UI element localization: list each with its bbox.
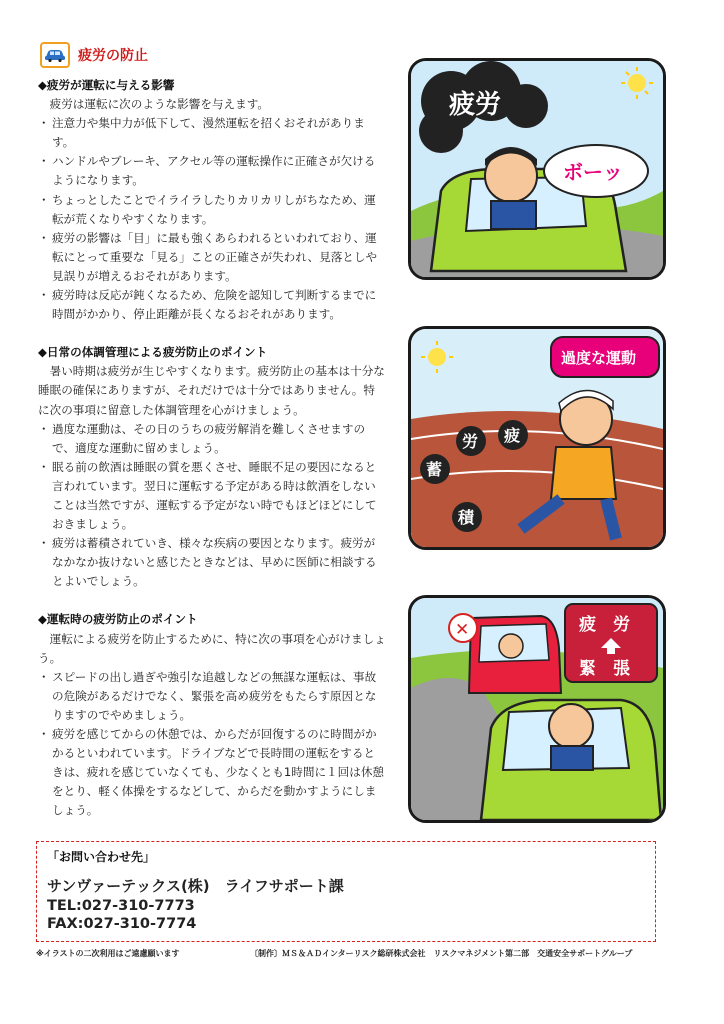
section-intro: 暑い時期は疲労が生じやすくなります。疲労防止の基本は十分な睡眠の確保にありますが、それだけでは十分ではありません。特に次の事項に留意した体調管理を心がけましょう。 (38, 364, 385, 417)
x-mark-text: ✕ (455, 620, 470, 640)
list-item: ・ 疲労時は反応が鈍くなるため、危険を認知して判断するまでに時間がかかり、停止距離が長くなるおそれがあります。 (38, 288, 377, 322)
section-intro: 疲労は運転に次のような影響を与えます。 (49, 97, 269, 112)
car-icon (40, 42, 70, 68)
footer-credit: 〔制作〕ＭＳ＆ＡＤインターリスク総研株式会社 リスクマネジメント第二部 交通安全サポートグループ (250, 949, 633, 958)
section-title: ◆疲労が運転に与える影響 (38, 78, 175, 92)
section-daily-care (38, 343, 386, 591)
list-item: ・ 疲労は蓄積されていき、様々な疾病の要因となります。疲労がなかなか抜けないと感じたときなどは、早めに医師に相談するとよいでしょう。 (38, 536, 377, 589)
list-item: ・ 注意力や集中力が低下して、漫然運転を招くおそれがあります。 (38, 116, 365, 150)
sign-line-1: 疲 労 (579, 615, 630, 635)
list-item: ・ ちょっとしたことでイライラしたりカリカリしがちなため、運転が荒くなりやすくなります。 (38, 192, 376, 226)
page-title: 疲労の防止 (78, 48, 148, 64)
contact-box (36, 841, 656, 942)
driver-figure (485, 147, 537, 229)
sign-line-2: 緊 張 (579, 659, 630, 679)
contact-fax: FAX:027-310-7774 (47, 916, 197, 932)
contact-company: サンヴァーテックス(株) ライフサポート課 (47, 877, 344, 895)
list-item: ・ ハンドルやブレーキ、アクセル等の運転操作に正確さが欠けるようになります。 (38, 154, 376, 188)
illustration-fatigue (408, 58, 666, 280)
list-item: ・ 疲労の影響は「目」に最も強くあらわれるといわれており、運転にとって重要な「見る」ことの正確さが失われ、見落としや見誤りが増えるおそれがあります。 (38, 230, 378, 283)
list-item: ・ 疲労を感じてからの休憩では、からだが回復するのに時間がかかるといわれています。ドライブなどで長時間の運転をするときは、疲れを感じていなくても、少なくとも1時間に１回は休憩をとり、軽く体操をするなどして、からだを動かすようにしましょう。 (38, 727, 385, 818)
list-item: ・ 過度な運動は、その日のうちの疲労解消を難しくさせますので、適度な運動に留めましょう。 (38, 421, 366, 455)
red-car (469, 616, 561, 693)
exercise-label: 過度な運動 (561, 349, 637, 367)
char-badge: 積 (458, 508, 475, 527)
list-item: ・ 眠る前の飲酒は睡眠の質を悪くさせ、睡眠不足の要因になると言われています。翌日に運転する予定がある時は飲酒をしないことは当然ですが、運転する予定がない時でもほどほどにしておきましょう。 (38, 459, 377, 532)
footer-note: ※イラストの二次利用はご遠慮願います (36, 949, 180, 958)
illustration-exercise (408, 326, 666, 550)
char-badge: 蓄 (426, 460, 443, 479)
main-text (38, 76, 386, 839)
section-while-driving (38, 610, 386, 820)
illustration-tension (408, 595, 666, 823)
bubble-text: ボーッ (563, 160, 623, 184)
section-intro: 運転による疲労を防止するために、特に次の事項を心がけましょう。 (38, 631, 386, 665)
section-header (40, 42, 148, 68)
section-title: ◆運転時の疲労防止のポイント (38, 612, 198, 627)
char-badge: 労 (462, 432, 479, 451)
contact-tel: TEL:027-310-7773 (47, 898, 195, 914)
green-car (481, 700, 661, 820)
contact-label: 「お問い合わせ先」 (47, 850, 156, 864)
section-title: ◆日常の体調管理による疲労防止のポイント (38, 345, 268, 360)
list-item: ・ スピードの出し過ぎや強引な追越しなどの無謀な運転は、事故の危険があるだけでなく、緊張を高め疲労をもたらす原因となりますのでやめましょう。 (38, 669, 377, 722)
section-effects (38, 76, 386, 324)
fatigue-label: 疲労 (449, 90, 502, 120)
char-badge: 疲 (504, 426, 521, 445)
